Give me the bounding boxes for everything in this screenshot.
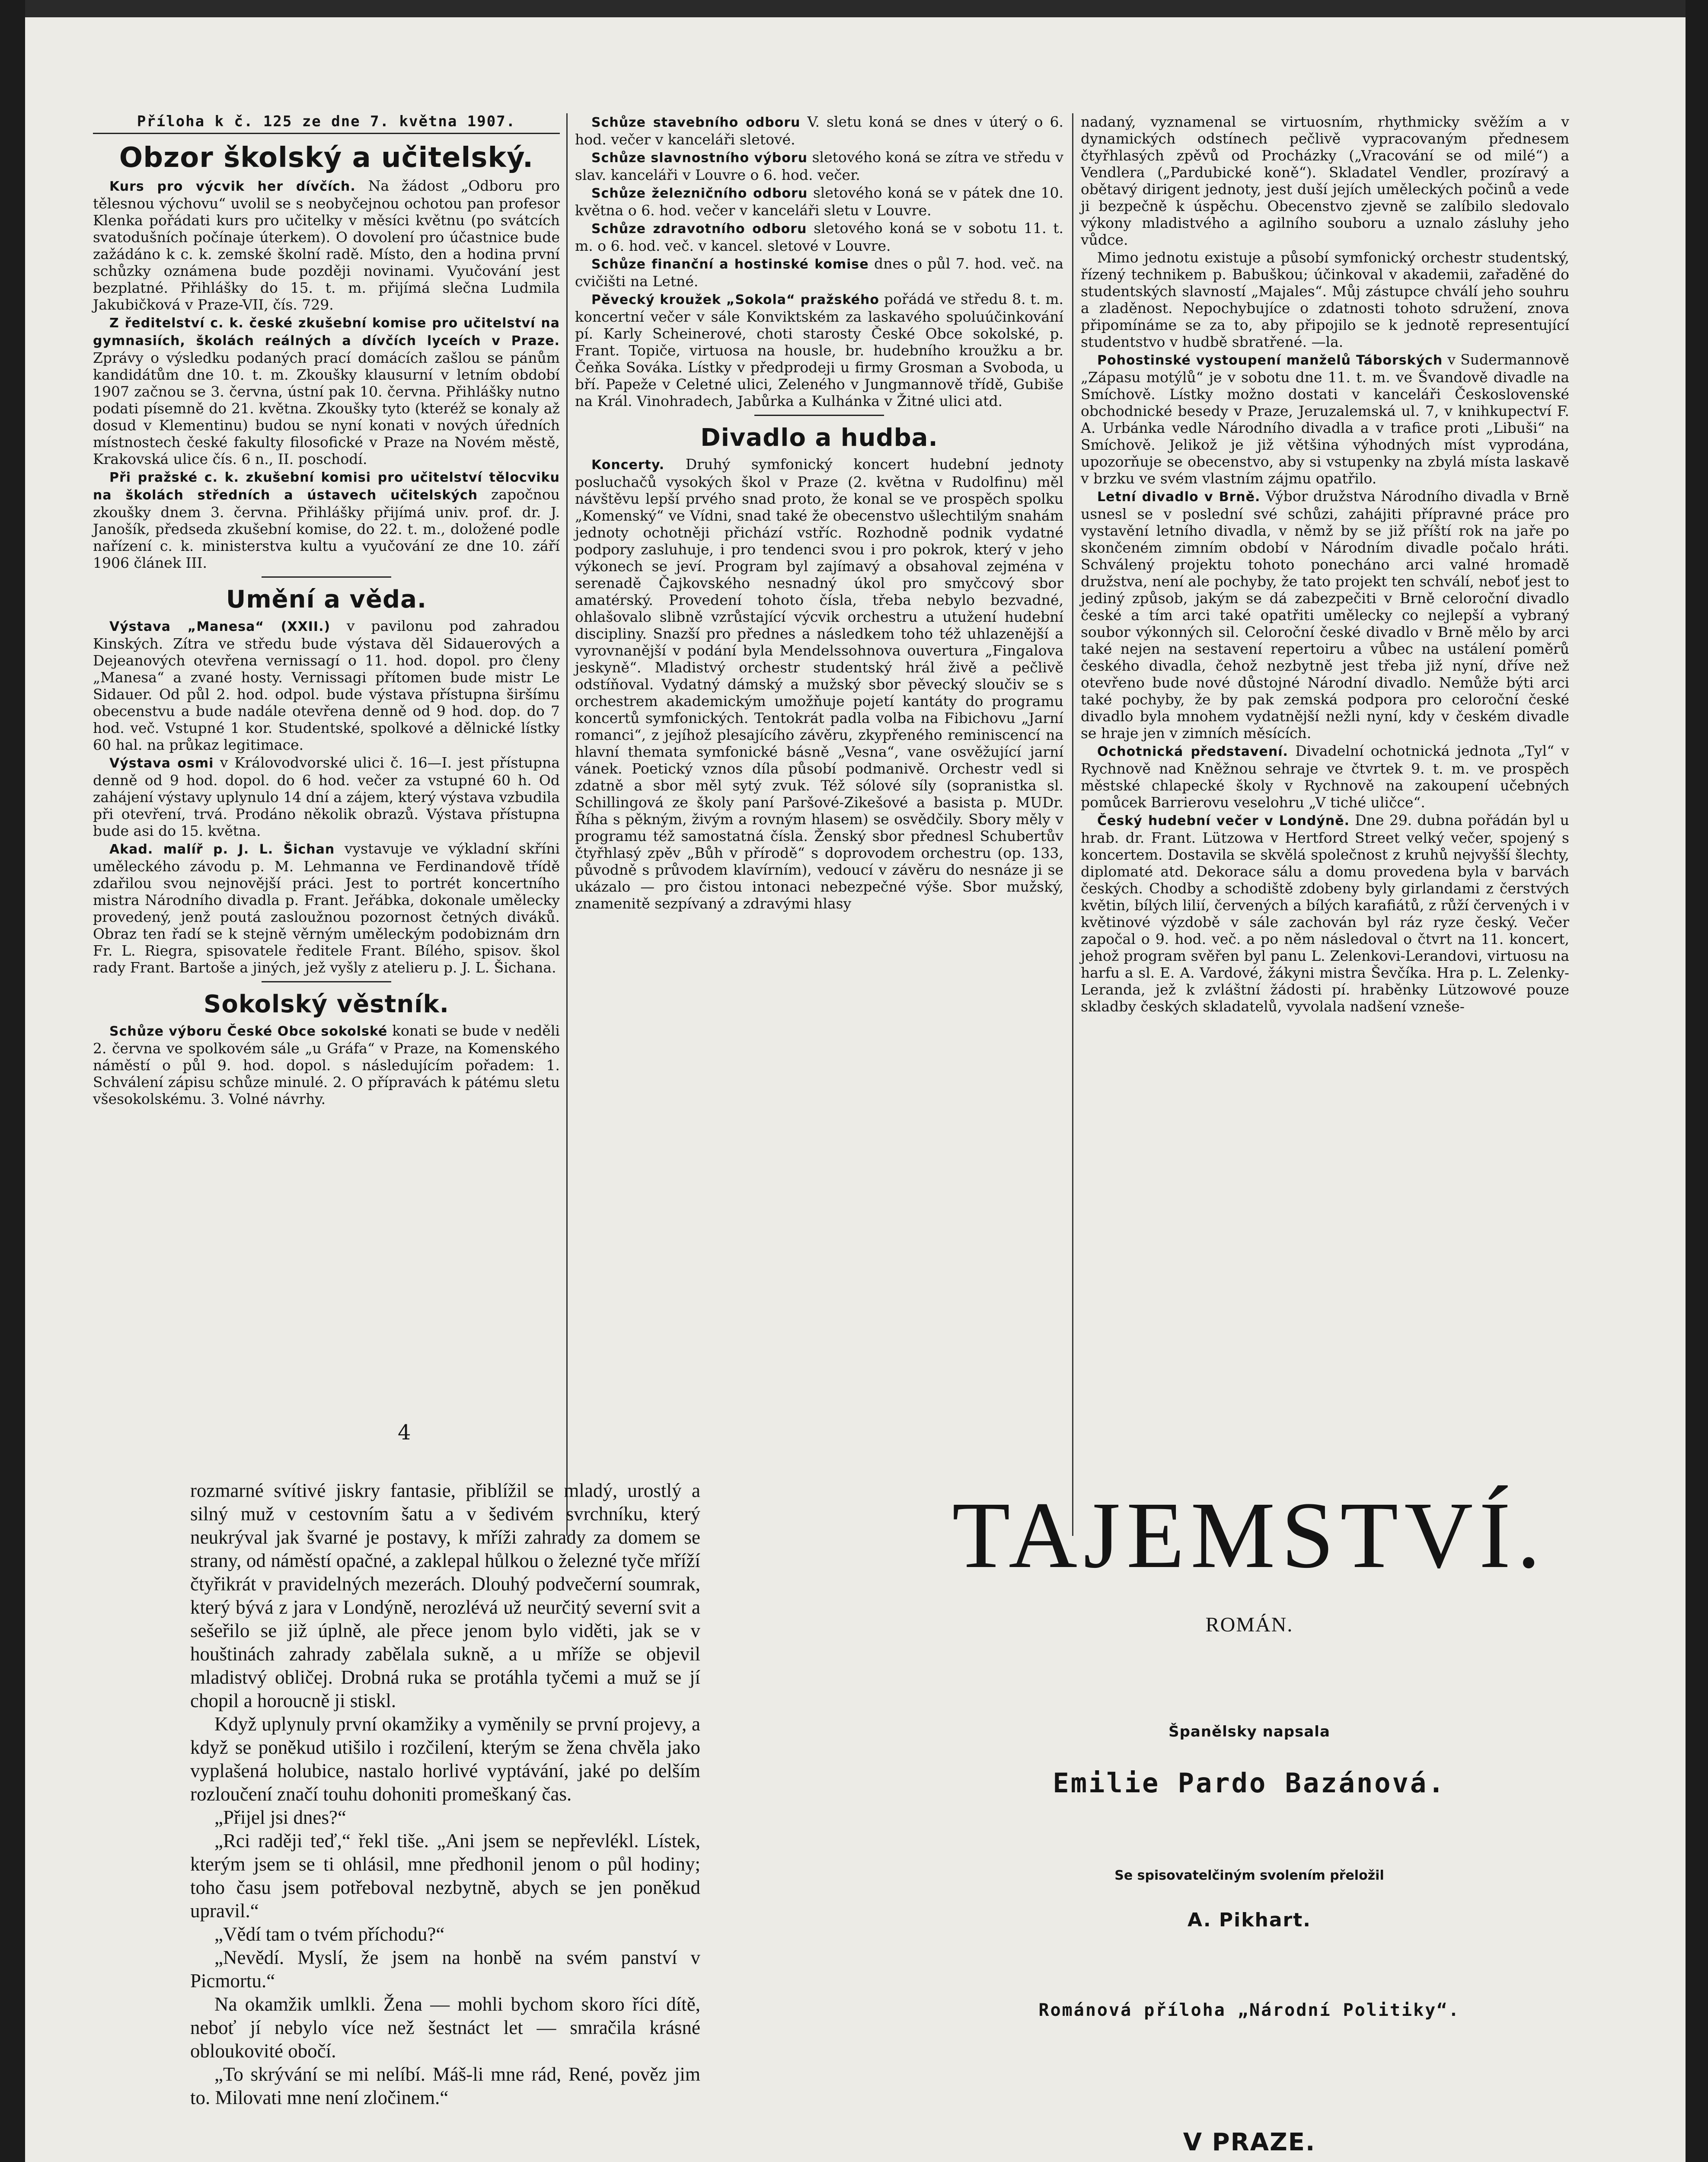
article-text: sletového koná se zítra ve středu v slav. kanceláři v Louvre o 6. hod. večer. [575, 149, 1063, 183]
section-divider [262, 981, 391, 982]
article-lead: Při pražské c. k. zkušební komisi pro učitelství tělocviku na školách středních a ústavech učitelských [93, 470, 560, 503]
article-paragraph [575, 220, 1063, 254]
article-paragraph [1081, 113, 1569, 248]
novel-genre: ROMÁN. [1205, 1613, 1293, 1636]
article-lead: Pohostinské vystoupení manželů Táborských [1097, 353, 1443, 368]
story-paragraph: „To skrývání se mi nelíbí. Máš-li mne rád, René, pověz jim to. Milovati mne není zločinem.“ [190, 2063, 700, 2108]
column-rule [1072, 113, 1073, 1536]
article-text: sletového koná se v sobotu 11. t. m. o 6. hod. več. v kancel. sletové v Louvre. [575, 220, 1063, 254]
article-text: dnes o půl 7. hod. več. na cvičišti na Letné. [575, 255, 1063, 290]
section-title-school: Obzor školský a učitelský. [119, 142, 534, 174]
author-name: Emilie Pardo Bazánová. [1053, 1767, 1446, 1799]
story-paragraph: rozmarné svítivé jiskry fantasie, přiblížil se mladý, urostlý a silný muž v cestovním šatu a v šedivém svrchníku, který neukrýval jak švarné je postavy, k mříži zahrady za domem se strany, od náměstí opačné, a zaklepal hůlkou o železné tyče mříží čtyřikrát v pravidelných mezerách. Dlouhý podvečerní soumrak, který bývá z jara v Londýně, nerozlévá už neurčitý severní svit a sešeřilo se již úplně, ale přece jenom bylo viděti, jak se v houštinách zahrady zabělala sukně, a u mříže se objevil mladistvý obličej. Drobná ruka se protáhla tyčemi a muž se jí chopil a horoucně ji stiskl. [190, 1480, 700, 1711]
article-paragraph [93, 314, 560, 467]
article-text: Dne 29. dubna pořádán byl u hrab. dr. Frant. Lützowa v Hertford Street velký večer, spojený s koncertem. Dostavila se skvělá společnost z kruhů nejvyšší šlechty, diplomaté atd. Dekorace sálu a domu provedena byla v barvách českých. Chodby a schodiště zdobeny byly girlandami z čerstvých květin, bílých lilií, červených a bílých karafiátů, z růží červených i v květinové výzdobě v sále zachován byl ráz ryze český. Večer započal o 9. hod. več. a po něm následoval o čtvrt na 11. koncert, jehož program svěřen byl panu L. Zelenkovi-Lerandovi, virtuosu na harfu a sl. E. A. Vardové, žákyni mistra Ševčíka. Hra p. L. Zelenky-Leranda, jež k zvláštní žádosti pí. hraběnky Lützowové pouze skladby českých skladatelů, vyvolala nadšení vzneše- [1081, 812, 1569, 1015]
article-paragraph [575, 456, 1063, 912]
article-text: Mimo jednotu existuje a působí symfonický orchestr studentský, řízený technikem p. Babuškou; účinkoval v akademii, zařaděné do studentských slavností „Majales“. Můj zástupce chválí jeho souhru a zladěnost. Nepochybujíce o zdatnosti tohoto sdružení, znova připomínáme se za to, aby připojilo se k jednotě representující studentstvo v hudbě sbratřené. —la. [1081, 249, 1569, 350]
article-lead: Kurs pro výcvik her dívčích. [109, 179, 356, 194]
article-paragraph [575, 255, 1063, 290]
section-title-theatre: Divadlo a hudba. [700, 424, 938, 452]
section-title-sokol: Sokolský věstník. [204, 990, 449, 1018]
article-paragraph [1081, 488, 1569, 742]
column-2 [575, 113, 1063, 913]
article-lead: Schůze slavnostního výboru [591, 150, 808, 166]
article-text: nadaný, vyznamenal se virtuosním, rhythmicky svěžím a v dynamických odstínech pečlivě vypracovaným přednesem čtyřhlasých zpěvů od Procházky („Vracování se od milé“) a Vendlera („Pardubické koně“). Skladatel Vendler, prozíravý a obětavý dirigent jednoty, jest duší jejích uměleckých počinů a vede ji bezpečně k úspěchu. Obecenstvo zjevně se zalíbilo sledovalo výkony mladistvého a agilního souboru a uznalo zásluhy jeho vůdce. [1081, 113, 1569, 248]
article-lead: Schůze zdravotního odboru [591, 221, 807, 237]
article-lead: Výstava osmi [109, 756, 214, 771]
article-text: v Královodvorské ulici č. 16—I. jest přístupna denně od 9 hod. dopol. do 6 hod. večer za vstupné 60 h. Od zahájení výstavy uplynulo 14 dní a zájem, který výstava vzbudila při otevření, trvá. Prodáno několik obrazů. Výstava přístupna bude asi do 15. května. [93, 754, 560, 839]
story-paragraph: Na okamžik umlkli. Žena — mohli bychom skoro říci dítě, neboť jí nebylo více než šestnáct let — smračila krásné obloukovité obočí. [190, 1993, 700, 2062]
article-paragraph [575, 184, 1063, 219]
article-paragraph [93, 468, 560, 571]
article-lead: Schůze stavebního odboru [591, 115, 801, 130]
article-text: sletového koná se v pátek dne 10. května o 6. hod. večer v kanceláři sletu v Louvre. [575, 184, 1063, 219]
article-paragraph [1081, 249, 1569, 350]
author-credit-line: Španělsky napsala [1168, 1723, 1330, 1740]
article-paragraph [575, 291, 1063, 409]
article-text: pořádá ve středu 8. t. m. koncertní večer v sále Konviktském za laskavého spoluúčinkování pí. Karly Scheinerové, choti starosty České Obce sokolské, p. Frant. Topiče, virtuosa na housle, br. hudebního kroužku a br. Čeňka Sováka. Lístky v předprodeji u firmy Grosman a Svoboda, u bří. Papeže v Celetné ulici, Zeleného v Jungmannově třídě, Gubiše na Král. Vinohradech, Jabůrka a Kulhánka v Žitné ulici atd. [575, 291, 1063, 409]
article-text: Divadelní ochotnická jednota „Tyl“ v Rychnově nad Kněžnou sehraje ve čtvrtek 9. t. m. ve prospěch městské chlapecké školy v Rychnově na zakoupení učebných pomůcek Barrierovu veselohru „V tiché uličce“. [1081, 742, 1569, 811]
story-paragraph: „Přijel jsi dnes?“ [214, 1807, 346, 1828]
article-paragraph [93, 1022, 560, 1107]
article-lead: Z ředitelství c. k. české zkušební komise pro učitelství na gymnasiích, školách reálných a dívčích lyceích v Praze. [93, 316, 560, 349]
story-paragraph: „Nevědí. Myslí, že jsem na honbě na svém panství v Picmortu.“ [190, 1947, 700, 1992]
translation-permission: Se spisovatelčiným svolením přeložil [1114, 1868, 1384, 1883]
article-text: v Sudermannově „Zápasu motýlů“ je v sobotu dne 11. t. m. ve Švandově divadle na Smíchově. Lístky možno dostati v kanceláři Československé obchodnické besedy v Praze, Jeruzalemská ul. 7, v knihkupectví F. A. Urbánka vedle Národního divadla a v trafice proti „Libuši“ na Smíchově. Jelikož je již většina výhodných míst vyprodána, upozorňuje se obecenstvo, aby si vstupenky na zbylá místa laskavě v brzku ve svém vlastním zájmu opatřilo. [1081, 351, 1569, 487]
section-divider [754, 415, 884, 416]
supplement-note: Románová příloha „Národní Politiky“. [1038, 2000, 1460, 2020]
scan-border-right [1686, 0, 1708, 2162]
article-text: konati se bude v neděli 2. června ve spolkovém sále „u Gráfa“ v Praze, na Komenského náměstí o půl 9. hod. dopol. s následujícím pořadem: 1. Schválení zápisu schůze minulé. 2. O přípravách k pátému sletu všesokolskému. 3. Volné návrhy. [93, 1022, 560, 1107]
story-paragraph: „Rci raději teď,“ řekl tiše. „Ani jsem se nepřevlékl. Lístek, kterým jsem se ti ohlásil, mne předhonil jenom o půl hodiny; toho času jsem potřeboval nezbytně, abych se jen poněkud upravil.“ [190, 1830, 700, 1922]
novel-title-page [908, 1483, 1591, 2162]
article-paragraph [93, 177, 560, 313]
story-page-number: 4 [398, 1420, 411, 1445]
article-text: Zprávy o výsledku podaných prací domácích zašlou se pánům kandidátům dne 10. t. m. Zkoušky klausurní v letním období 1907 začnou se 3. června, ústní pak 10. června. Přihlášky nutno podati písemně do 21. května. Zkoušky tyto (kteréž se konaly až dosud v Klementinu) budou se nyní konati v nových úředních místnostech české fakulty filosofické v Praze na Novém městě, Krakovská ulice čís. 6 n., II. poschodí. [93, 349, 560, 467]
article-paragraph [93, 617, 560, 753]
article-lead: Schůze finanční a hostinské komise [591, 257, 869, 272]
column-rule [566, 113, 568, 1536]
article-paragraph [93, 840, 560, 976]
column-3 [1081, 113, 1569, 1016]
article-paragraph [575, 113, 1063, 148]
article-lead: Letní divadlo v Brně. [1097, 489, 1261, 505]
article-paragraph [1081, 351, 1569, 487]
article-text: vystavuje ve výkladní skříni uměleckého závodu p. M. Lehmanna ve Ferdinandově třídě zdařilou svou nejnovější práci. Jest to portrét koncertního mistra Národního divadla p. Frant. Jeřábka, dokonale umělecky provedený, jenž poutá zasloužnou pozornost četných diváků. Obraz ten řadí se k stejně věrným uměleckým podobiznám drn Fr. L. Riegra, spisovatele ředitele Frant. Bílého, spisov. škol rady Frant. Bartoše a jiných, jež vyšly z atelieru p. J. L. Šichana. [93, 840, 560, 976]
article-lead: Pěvecký kroužek „Sokola“ pražského [591, 292, 879, 307]
article-paragraph [1081, 742, 1569, 811]
publication-city: V PRAZE. [1183, 2128, 1316, 2156]
section-divider [262, 576, 391, 578]
article-text: v pavilonu pod zahradou Kinských. Zítra ve středu bude výstava děl Sidauerových a Dejeanových otevřena vernissagí o 11. hod. dopol. pro členy „Manesa“ a zvané hosty. Vernissagi přítomen bude mistr Le Sidauer. Od půl 2. hod. odpol. bude výstava přístupna širšímu obecenstvu a bude nadále otevřena denně od 9 hod. dop. do 7 hod. več. Vstupné 1 kor. Studentské, spolkové a dělnické lístky 60 hal. na průkaz legitimace. [93, 617, 560, 753]
article-lead: Ochotnická představení. [1097, 744, 1288, 759]
article-lead: Koncerty. [591, 457, 665, 473]
article-text: Výbor družstva Národního divadla v Brně usnesl se v poslední své schůzi, zahájiti přípravné práce pro vystavění letního divadla, v němž by se již příští rok na jaře po skončeném zimním období v Národním divadle počalo hráti. Schválený projektu tohoto ponecháno arci valné hromadě družstva, není ale pochyby, že tato projekt ten schválí, neboť jest to jediný způsob, jakým se dá zabezpečiti v Brně celoroční divadlo české a tím arci také opatřiti umělecky co nejlepší a vybraný soubor výkonných sil. Celoroční české divadlo v Brně mělo by arci také nejen na sestavení repertoiru a vůbec na ustálení poměrů českého divadla, čehož nezbytně jest třeba již nyní, dříve než otevřeno bude nové důstojné Národní divadlo. Nemůže býti arci také pochyby, že by pak zemská podpora pro celoroční české divadlo byla mnohem vydatnější nežli nyní, kdy v českém divadle se hraje jen v zimních měsících. [1081, 488, 1569, 742]
scan-border-left [0, 0, 25, 2162]
scan-border-top [0, 0, 1708, 17]
article-text: Druhý symfonický koncert hudební jednoty posluchačů vysokých škol v Praze (2. května v Rudolfinu) měl návštěvu lepší prvého snad proto, že konal se ve prospěch spolku „Komenský“ ve Vídni, snad také že obecenstvo ušlechtilým snahám jednoty ochotněji přichází vstříc. Rozhodně podnik vydatné podpory zasluhuje, i pro tendenci svou i pro pokrok, který v jeho výkonech se jeví. Program byl zajímavý a obsahoval zejména v serenadě Čajkovského nesnadný úkol pro smyčcový sbor amatérský. Provedení tohoto čísla, třeba nebylo bezvadné, ohlašovalo slibně vzrůstající výcvik orchestru a utužení hudební discipliny. Snazší pro přednes a následkem toho též uhlazenější a vyrovnanější v podání byla Mendelssohnova ouvertura „Fingalova jeskyně“. Mladistvý orchestr studentský hrál živě a pečlivě odstíňoval. Vydatný dámský a mužský sbor pěvecký sloučiv se s orchestrem akademickým umožňuje pojetí kantáty do programu koncertů symfonických. Tentokrát padla volba na Fibichovu „Jarní romanci“, z jejíhož plesajícího závěru, zkypřeného reminiscencí na hlavní themata symfonické básně „Vesna“, vane osvěžující jarní vánek. Poetický vznos díla působí podmanivě. Orchestr vedl si zdatně a sbor měl sytý zvuk. Též sólové síly (sopranistka sl. Schillingová ze školy paní Paršové-Zikešové a basista p. MUDr. Říha s pěkným, živým a rovným hlasem) se osvědčily. Sbory měly v programu též samostatná čísla. Ženský sbor přednesl Schubertův čtyřhlasý zpěv „Bůh v přírodě“ s doprovodem orchestru (op. 133, původně s průvodem klavírním), vedoucí v závěru do nesnáze ji se ukázalo — pro čistou intonaci nebezpečné výše. Sbor mužský, znamenitě sezpívaný a zdravými hlasy [575, 456, 1063, 912]
article-text: započnou zkoušky dnem 3. června. Přihlášky přijímá univ. prof. dr. J. Janošík, předseda zkušební komise, do 22. t. m., doložené podle nařízení c. k. ministerstva kultu a vyučování ze dne 10. září 1906 článek III. [93, 486, 560, 571]
article-lead: Schůze výboru České Obce sokolské [109, 1024, 388, 1039]
novel-title: TAJEMSTVÍ. [952, 1482, 1547, 1588]
article-text: Na žádost „Odboru pro tělesnou výchovu“ uvolil se s neobyčejnou ochotou pan profesor Klenka pořádati kurs pro učitelky v měsíci květnu (po svátcích svatodušních počínaje úterkem). O dovolení pro účastnice bude zažádáno k c. k. zemské školní radě. Místo, den a hodina první schůzky oznámena bude později novinami. Vyučování jest bezplatné. Přihlášky do 15. t. m. přijímá slečna Ludmila Jakubičková v Praze-VII, čís. 729. [93, 177, 560, 313]
article-paragraph [1081, 812, 1569, 1015]
article-lead: Český hudební večer v Londýně. [1097, 813, 1350, 828]
article-paragraph [575, 149, 1063, 183]
serial-story [190, 1479, 700, 2109]
column-1 [93, 113, 560, 1108]
article-lead: Schůze železničního odboru [591, 186, 808, 201]
article-lead: Akad. malíř p. J. L. Šichan [109, 842, 335, 857]
article-paragraph [93, 754, 560, 839]
article-text: V. sletu koná se dnes v úterý o 6. hod. večer v kanceláři sletové. [575, 113, 1063, 148]
story-paragraph: Když uplynuly první okamžiky a vyměnily se první projevy, a když se poněkud utišilo i rozčilení, kterým se žena chvěla jako vyplašená holubice, nastalo horlivé vyptávání, jaké po delším rozloučení značí touhu dohoniti promeškaný čas. [190, 1713, 700, 1805]
translator-name: A. Pikhart. [1188, 1909, 1311, 1931]
page-folio: Příloha k č. 125 ze dne 7. května 1907. [93, 113, 560, 134]
article-lead: Výstava „Manesa“ (XXII.) [109, 619, 331, 634]
section-title-art: Umění a věda. [226, 585, 427, 614]
story-paragraph: „Vědí tam o tvém příchodu?“ [214, 1923, 445, 1945]
